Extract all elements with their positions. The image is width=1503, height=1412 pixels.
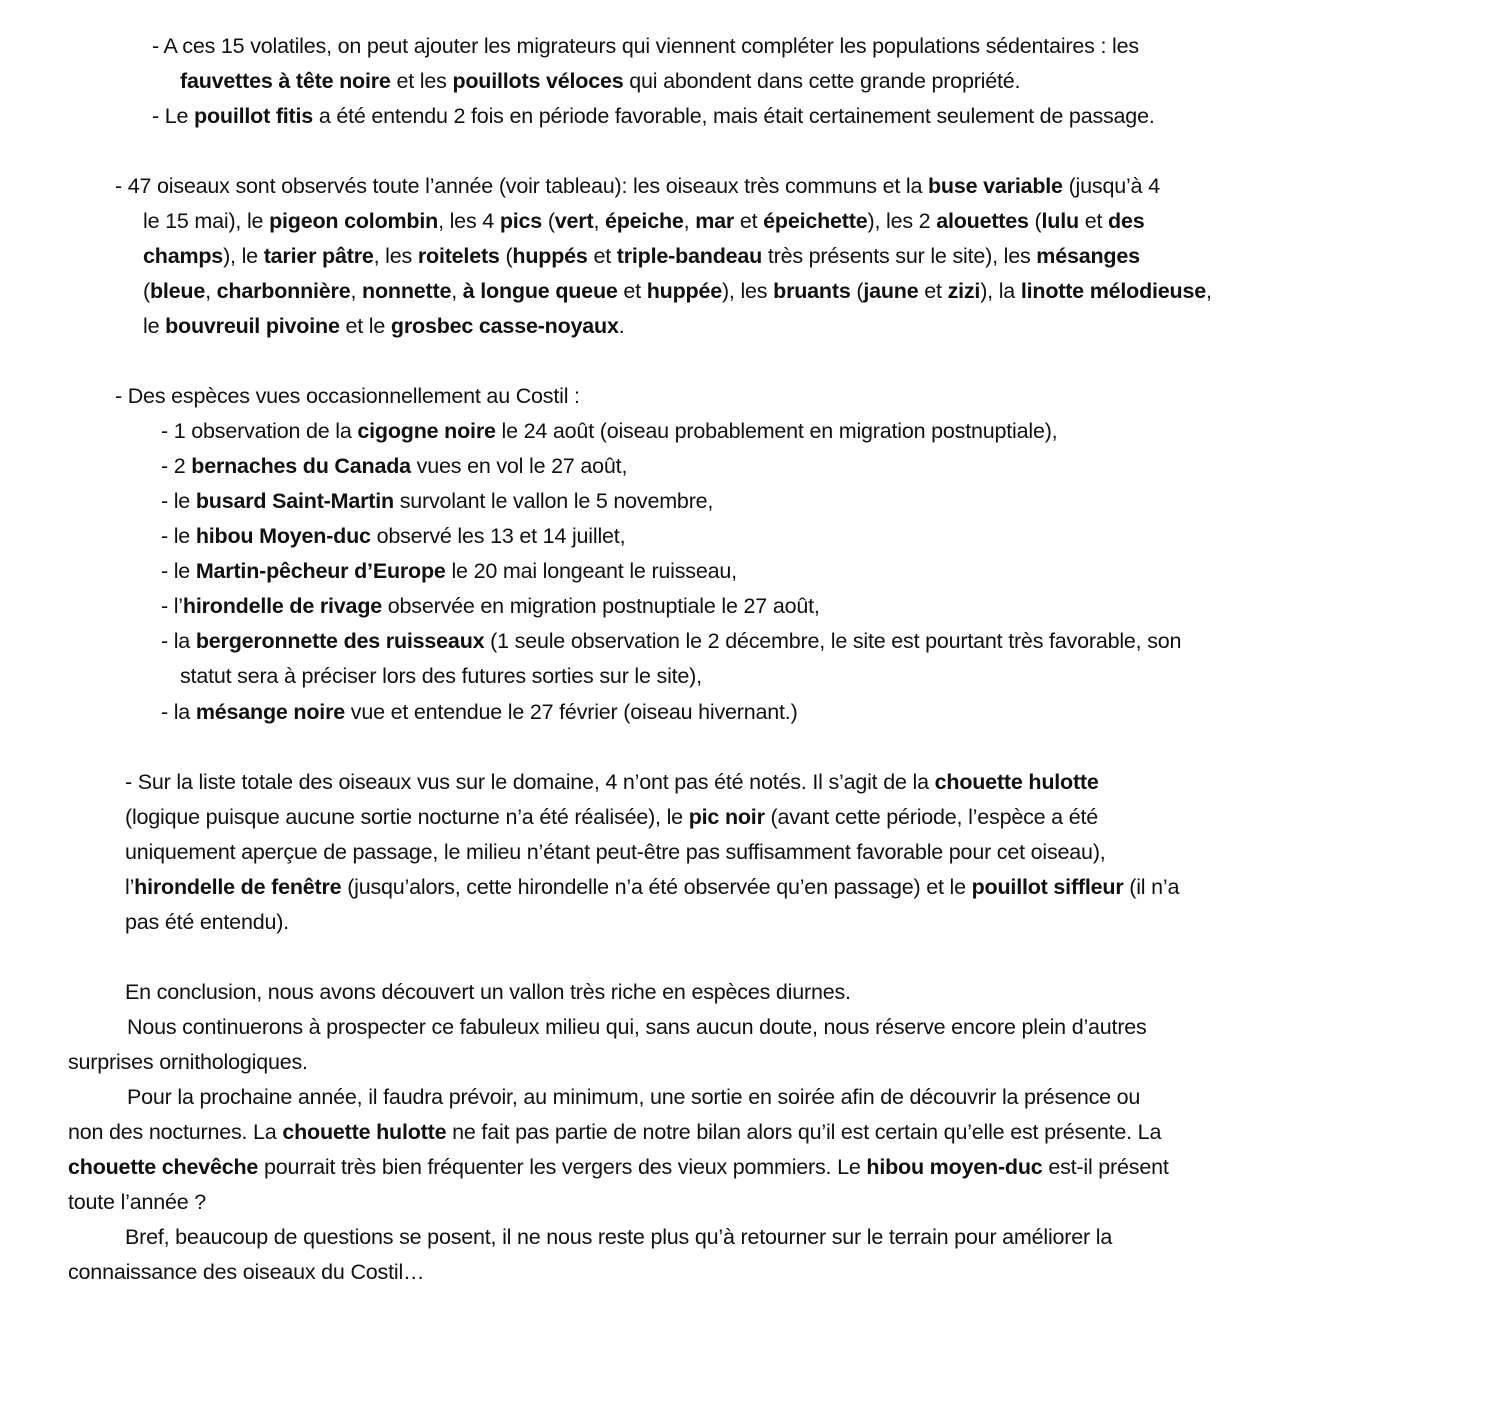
bold-species-name: pouillot fitis bbox=[194, 104, 314, 128]
text-run: et les bbox=[390, 69, 453, 93]
text-run: , les bbox=[373, 244, 418, 268]
text-run: (1 seule observation le 2 décembre, le site est pourtant très favorable, son bbox=[484, 629, 1182, 653]
text-line bbox=[127, 1082, 1140, 1112]
text-run: - Des espèces vues occasionnellement au Costil : bbox=[115, 384, 580, 408]
text-run: - l’ bbox=[161, 594, 183, 618]
text-run: - le bbox=[161, 559, 196, 583]
text-run: . bbox=[618, 314, 625, 338]
text-run: (logique puisque aucune sortie nocturne n’a été réalisée), le bbox=[125, 805, 689, 829]
text-run: surprises ornithologiques. bbox=[68, 1050, 308, 1074]
text-run: pourrait très bien fréquenter les vergers des vieux pommiers. Le bbox=[258, 1155, 867, 1179]
text-line bbox=[180, 661, 702, 691]
bold-species-name: épeichette bbox=[763, 209, 868, 233]
text-run: qui abondent dans cette grande propriété. bbox=[623, 69, 1021, 93]
bold-species-name: pic noir bbox=[688, 805, 765, 829]
text-line bbox=[152, 31, 1139, 61]
text-run: a été entendu 2 fois en période favorable, mais était certainement seulement de passage. bbox=[313, 104, 1155, 128]
bold-species-name: alouettes bbox=[936, 209, 1029, 233]
bold-species-name: hirondelle de rivage bbox=[182, 594, 383, 618]
bold-species-name: mésanges bbox=[1036, 244, 1140, 268]
text-run: - la bbox=[161, 629, 196, 653]
text-run: Bref, beaucoup de questions se posent, il ne nous reste plus qu’à retourner sur le terrain pour améliorer la bbox=[125, 1225, 1113, 1249]
text-line bbox=[125, 837, 1106, 867]
text-line bbox=[68, 1117, 1161, 1147]
bold-species-name: jaune bbox=[863, 279, 919, 303]
text-line bbox=[125, 872, 1179, 902]
text-run: En conclusion, nous avons découvert un vallon très riche en espèces diurnes. bbox=[125, 980, 851, 1004]
text-run: - le bbox=[161, 524, 196, 548]
text-run: Pour la prochaine année, il faudra prévoir, au minimum, une sortie en soirée afin de découvrir la présence ou bbox=[127, 1085, 1141, 1109]
text-line bbox=[125, 1222, 1112, 1252]
text-run: ), le bbox=[223, 244, 264, 268]
text-run: uniquement aperçue de passage, le milieu n’étant peut-être pas suffisamment favorable pour cet oiseau), bbox=[125, 840, 1106, 864]
bold-species-name: bergeronnette des ruisseaux bbox=[195, 629, 485, 653]
bold-species-name: chouette hulotte bbox=[934, 770, 1099, 794]
text-line bbox=[125, 977, 851, 1007]
text-line bbox=[161, 451, 627, 481]
bold-species-name: pouillot siffleur bbox=[971, 875, 1124, 899]
bold-species-name: Martin-pêcheur d’Europe bbox=[195, 559, 446, 583]
text-run: observée en migration postnuptiale le 27 août, bbox=[382, 594, 820, 618]
text-line bbox=[68, 1187, 206, 1217]
text-run: - la bbox=[161, 700, 196, 724]
text-line bbox=[125, 907, 289, 937]
bold-species-name: bruants bbox=[773, 279, 851, 303]
text-run: le 15 mai), le bbox=[143, 209, 270, 233]
bold-species-name: lulu bbox=[1041, 209, 1079, 233]
text-line bbox=[161, 556, 737, 586]
text-run: ), la bbox=[980, 279, 1021, 303]
text-run: - 1 observation de la bbox=[161, 419, 358, 443]
bold-species-name: triple-bandeau bbox=[616, 244, 763, 268]
bold-species-name: chouette hulotte bbox=[282, 1120, 447, 1144]
text-run: et bbox=[918, 279, 948, 303]
text-line bbox=[127, 1012, 1147, 1042]
bold-species-name: chouette chevêche bbox=[68, 1155, 259, 1179]
text-run: , bbox=[683, 209, 696, 233]
text-line bbox=[180, 66, 1020, 96]
bold-species-name: pigeon colombin bbox=[269, 209, 439, 233]
bold-species-name: buse variable bbox=[927, 174, 1063, 198]
text-run: pas été entendu). bbox=[125, 910, 289, 934]
text-run: très présents sur le site), les bbox=[762, 244, 1037, 268]
text-run: survolant le vallon le 5 novembre, bbox=[393, 489, 714, 513]
text-line bbox=[143, 311, 625, 341]
bold-species-name: roitelets bbox=[417, 244, 500, 268]
bold-species-name: linotte mélodieuse bbox=[1020, 279, 1206, 303]
text-run: est-il présent bbox=[1042, 1155, 1169, 1179]
text-line bbox=[125, 767, 1099, 797]
bold-species-name: bouvreuil pivoine bbox=[165, 314, 340, 338]
text-run: vue et entendue le 27 février (oiseau hivernant.) bbox=[345, 700, 798, 724]
bold-species-name: pics bbox=[499, 209, 543, 233]
text-run: (jusqu’à 4 bbox=[1062, 174, 1160, 198]
text-run: non des nocturnes. La bbox=[68, 1120, 283, 1144]
text-run: connaissance des oiseaux du Costil… bbox=[68, 1260, 425, 1284]
bold-species-name: hibou moyen-duc bbox=[866, 1155, 1043, 1179]
bold-species-name: bernaches du Canada bbox=[191, 454, 411, 478]
text-run: ( bbox=[542, 209, 555, 233]
text-line bbox=[143, 276, 1212, 306]
text-run: Nous continuerons à prospecter ce fabuleux milieu qui, sans aucun doute, nous réserve encore plein d’autres bbox=[127, 1015, 1147, 1039]
text-run: , bbox=[205, 279, 217, 303]
text-run: le 24 août (oiseau probablement en migration postnuptiale), bbox=[495, 419, 1058, 443]
bold-species-name: à longue queue bbox=[462, 279, 618, 303]
text-run: l’ bbox=[125, 875, 135, 899]
text-line bbox=[68, 1152, 1169, 1182]
text-run: observé les 13 et 14 juillet, bbox=[370, 524, 626, 548]
bold-species-name: nonnette bbox=[362, 279, 452, 303]
text-run: - A ces 15 volatiles, on peut ajouter les migrateurs qui viennent compléter les populations sédentaires : les bbox=[152, 34, 1139, 58]
bold-species-name: huppée bbox=[646, 279, 722, 303]
bold-species-name: tarier pâtre bbox=[263, 244, 374, 268]
text-line bbox=[125, 802, 1098, 832]
text-line bbox=[152, 101, 1155, 131]
bold-species-name: huppés bbox=[512, 244, 588, 268]
text-run: , bbox=[593, 209, 605, 233]
text-run: (jusqu’alors, cette hirondelle n’a été observée qu’en passage) et le bbox=[341, 875, 972, 899]
text-run: ( bbox=[143, 279, 150, 303]
text-run: toute l’année ? bbox=[68, 1190, 207, 1214]
text-run: - 47 oiseaux sont observés toute l’année (voir tableau): les oiseaux très communs et la bbox=[115, 174, 928, 198]
text-line bbox=[161, 697, 798, 727]
text-run: et bbox=[587, 244, 617, 268]
text-line bbox=[68, 1047, 308, 1077]
text-run: le 20 mai longeant le ruisseau, bbox=[445, 559, 737, 583]
text-run: ( bbox=[499, 244, 513, 268]
text-line bbox=[161, 486, 713, 516]
text-line bbox=[161, 416, 1057, 446]
text-run: , les 4 bbox=[438, 209, 500, 233]
text-run: et le bbox=[339, 314, 391, 338]
bold-species-name: busard Saint-Martin bbox=[195, 489, 394, 513]
text-run: ), les bbox=[721, 279, 774, 303]
text-line bbox=[143, 206, 1144, 236]
text-run: ( bbox=[1028, 209, 1042, 233]
text-run: ne fait pas partie de notre bilan alors qu’il est certain qu’elle est présente. La bbox=[446, 1120, 1162, 1144]
bold-species-name: mar bbox=[695, 209, 735, 233]
text-run: , bbox=[1206, 279, 1212, 303]
text-run: - Sur la liste totale des oiseaux vus sur le domaine, 4 n’ont pas été notés. Il s’agit de la bbox=[125, 770, 935, 794]
text-run: et bbox=[734, 209, 764, 233]
text-run: (avant cette période, l’espèce a été bbox=[764, 805, 1098, 829]
bold-species-name: des bbox=[1108, 209, 1145, 233]
bold-species-name: fauvettes à tête noire bbox=[180, 69, 391, 93]
text-run: et bbox=[617, 279, 647, 303]
text-run: ( bbox=[850, 279, 864, 303]
bold-species-name: cigogne noire bbox=[357, 419, 496, 443]
bold-species-name: hibou Moyen-duc bbox=[195, 524, 371, 548]
text-run: vues en vol le 27 août, bbox=[410, 454, 628, 478]
bold-species-name: hirondelle de fenêtre bbox=[134, 875, 342, 899]
text-line bbox=[161, 626, 1181, 656]
bold-species-name: bleue bbox=[149, 279, 206, 303]
text-line bbox=[68, 1257, 424, 1287]
text-run: , bbox=[451, 279, 463, 303]
bold-species-name: grosbec casse-noyaux bbox=[390, 314, 619, 338]
text-line bbox=[161, 591, 820, 621]
bold-species-name: pouillots véloces bbox=[452, 69, 624, 93]
text-line bbox=[115, 381, 580, 411]
bold-species-name: charbonnière bbox=[216, 279, 351, 303]
bold-species-name: mésange noire bbox=[195, 700, 345, 724]
text-line bbox=[143, 241, 1140, 271]
text-run: statut sera à préciser lors des futures sorties sur le site), bbox=[180, 664, 702, 688]
text-run: - 2 bbox=[161, 454, 192, 478]
text-run: (il n’a bbox=[1123, 875, 1180, 899]
text-run: le bbox=[143, 314, 166, 338]
text-line bbox=[115, 171, 1160, 201]
bold-species-name: vert bbox=[554, 209, 594, 233]
bold-species-name: zizi bbox=[947, 279, 981, 303]
text-run: , bbox=[350, 279, 363, 303]
text-run: - Le bbox=[152, 104, 195, 128]
text-run: et bbox=[1078, 209, 1109, 233]
text-run: - le bbox=[161, 489, 196, 513]
text-run: ), les 2 bbox=[867, 209, 937, 233]
bold-species-name: épeiche bbox=[604, 209, 684, 233]
bold-species-name: champs bbox=[143, 244, 224, 268]
text-line bbox=[161, 521, 625, 551]
